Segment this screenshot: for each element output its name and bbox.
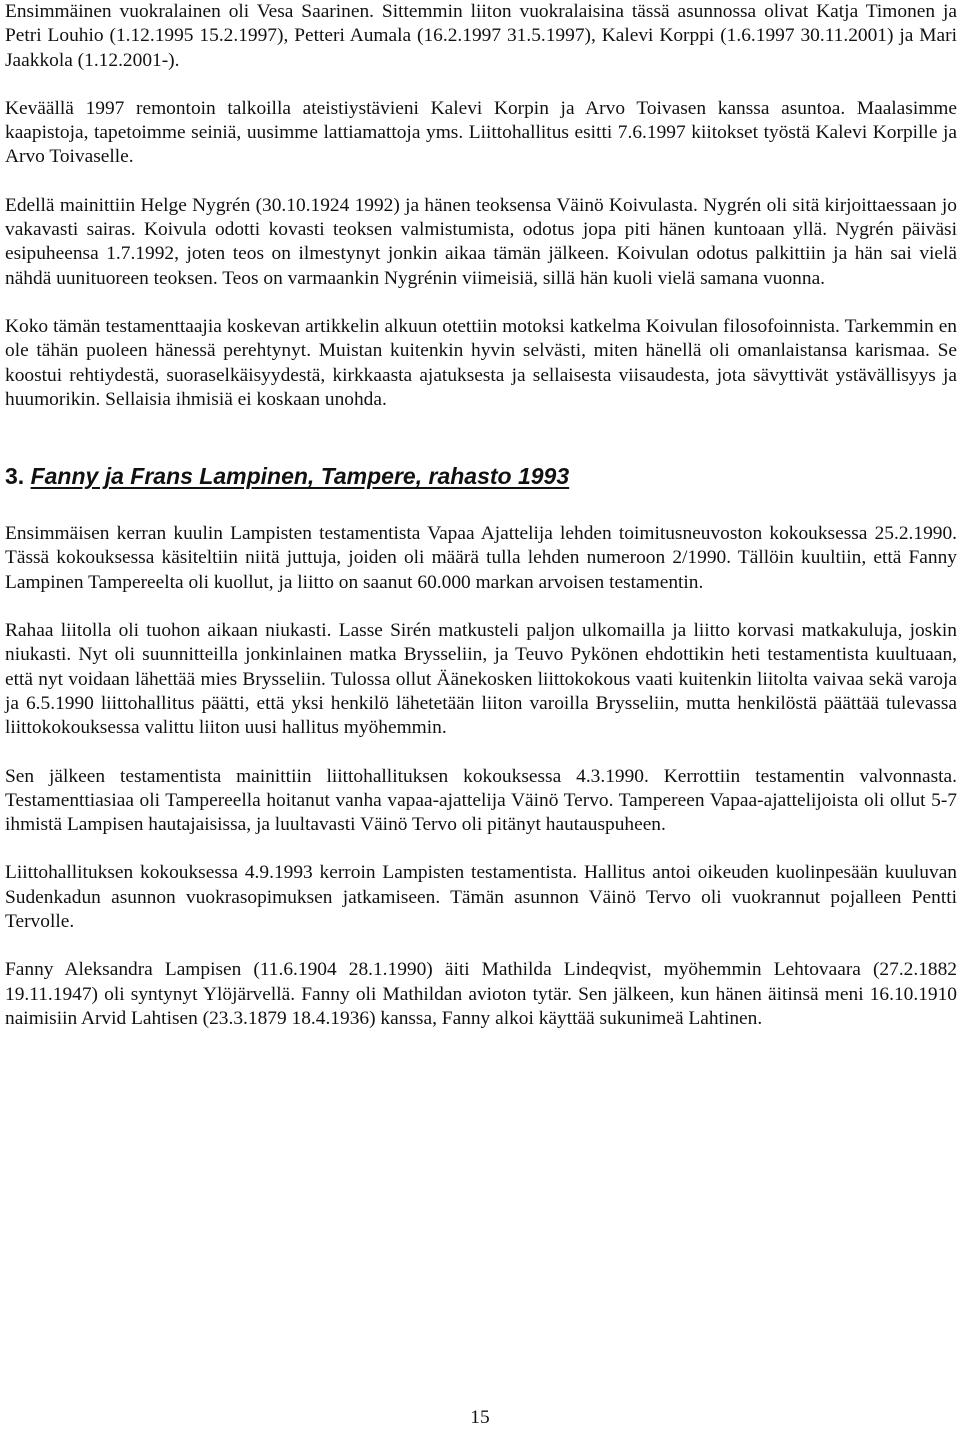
body-paragraph-first-heard: Ensimmäisen kerran kuulin Lampisten testamentista Vapaa Ajattelija lehden toimitusneuvoston kokouksessa 25.2.1990. Tässä kokouksessa käsiteltiin niitä juttuja, joiden oli määrä tulla lehden numeroon 2/1990. Tällöin kuultiin, että Fanny Lampinen Tampereelta oli kuollut, ja liitto on saanut 60.000 markan arvoisen testamentin. (5, 523, 957, 593)
body-paragraph-koivula: Koko tämän testamenttaajia koskevan artikkelin alkuun otettiin motoksi katkelma Koivulan filosofoinnista. Tarkemmin en ole tähän puoleen hänessä perehtynyt. Muistan kuitenkin hyvin selvästi, miten hänellä oli omanlaistansa karismaa. Se koostui rehtiydestä, suoraselkäisyydestä, kirkkaasta ajatuksesta ja sellaisesta viisaudesta, jota sävyttivät ystävällisyys ja huumorikin. Sellaisia ihmisiä ei koskaan unohda. (5, 315, 957, 410)
section-number: 3. (5, 463, 25, 490)
section-title: Fanny ja Frans Lampinen, Tampere, rahasto 1993 (30, 463, 570, 490)
body-paragraph-renovation: Keväällä 1997 remontoin talkoilla ateistiystävieni Kalevi Korpin ja Arvo Toivasen kanssa asuntoa. Maalasimme kaapistoja, tapetoimme seiniä, uusimme lattiamattoja yms. Liittohallitus esitti 7.6.1997 kiitokset työstä Kalevi Korpille ja Arvo Toivaselle. (5, 97, 957, 168)
body-paragraph-supervision: Sen jälkeen testamentista mainittiin liittohallituksen kokouksessa 4.3.1990. Kerrottiin testamentin valvonnasta. Testamenttiasiaa oli Tampereella hoitanut vanha vapaa-ajattelija Väinö Tervo. Tampereen Vapaa-ajattelijoista oli ollut 5-7 ihmistä Lampisen hautajaisissa, ja luultavasti Väinö Tervo oli pitänyt hautauspuheen. (5, 765, 957, 836)
body-paragraph-board-meeting: Liittohallituksen kokouksessa 4.9.1993 kerroin Lampisten testamentista. Hallitus antoi oikeuden kuolinpesään kuuluvan Sudenkadun asunnon vuokrasopimuksen jatkamiseen. Tämän asunnon Väinö Tervo oli vuokrannut pojalleen Pentti Tervolle. (5, 862, 957, 933)
body-paragraph-fanny: Fanny Aleksandra Lampisen (11.6.1904 28.1.1990) äiti Mathilda Lindeqvist, myöhemmin Lehtovaara (27.2.1882 19.11.1947) oli syntynyt Ylöjärvellä. Fanny oli Mathildan avioton tytär. Sen jälkeen, kun hänen äitinsä meni 16.10.1910 naimisiin Arvid Lahtisen (23.3.1879 18.4.1936) kanssa, Fanny alkoi käyttää sukunimeä Lahtinen. (5, 959, 957, 1029)
document-page (5, 0, 957, 1031)
body-paragraph-tenants: Ensimmäinen vuokralainen oli Vesa Saarinen. Sittemmin liiton vuokralaisina tässä asunnossa olivat Katja Timonen ja Petri Louhio (1.12.1995 15.2.1997), Petteri Aumala (16.2.1997 31.5.1997), Kalevi Korppi (1.6.1997 30.11.2001) ja Mari Jaakkola (1.12.2001-). (5, 1, 957, 71)
section-heading (5, 462, 957, 490)
body-paragraph-nygren: Edellä mainittiin Helge Nygrén (30.10.1924 1992) ja hänen teoksensa Väinö Koivulasta. Nygrén oli sitä kirjoittaessaan jo vakavasti sairas. Koivula odotti kovasti teoksen valmistumista, odotus jopa piti hänen kuntoaan yllä. Nygrén päiväsi esipuheensa 1.7.1992, joten teos on ilmestynyt jonkin aikaa tämän jälkeen. Koivulan odotus palkittiin ja hän sai vielä nähdä uunituoreen teoksen. Teos on varmaankin Nygrénin viimeisiä, sillä hän kuoli vielä samana vuonna. (5, 194, 957, 289)
body-paragraph-money: Rahaa liitolla oli tuohon aikaan niukasti. Lasse Sirén matkusteli paljon ulkomailla ja liitto korvasi matkakuluja, joskin niukasti. Nyt oli suunnitteilla jonkinlainen matka Brysseliin, ja Teuvo Pykönen ehdottikin heti testamentista kuultuaan, että nyt voidaan lähettää mies Brysseliin. Tulossa ollut Äänekosken liittokokous vaati kuitenkin liitolta vaivaa sekä varoja ja 6.5.1990 liittohallitus päätti, että yksi henkilö lähetetään liiton varoilla Brysseliin, mutta henkilöstä päättää tulevassa liittokokouksessa valittu liiton uusi hallitus myöhemmin. (5, 620, 957, 739)
page-number: 15 (470, 1407, 490, 1428)
